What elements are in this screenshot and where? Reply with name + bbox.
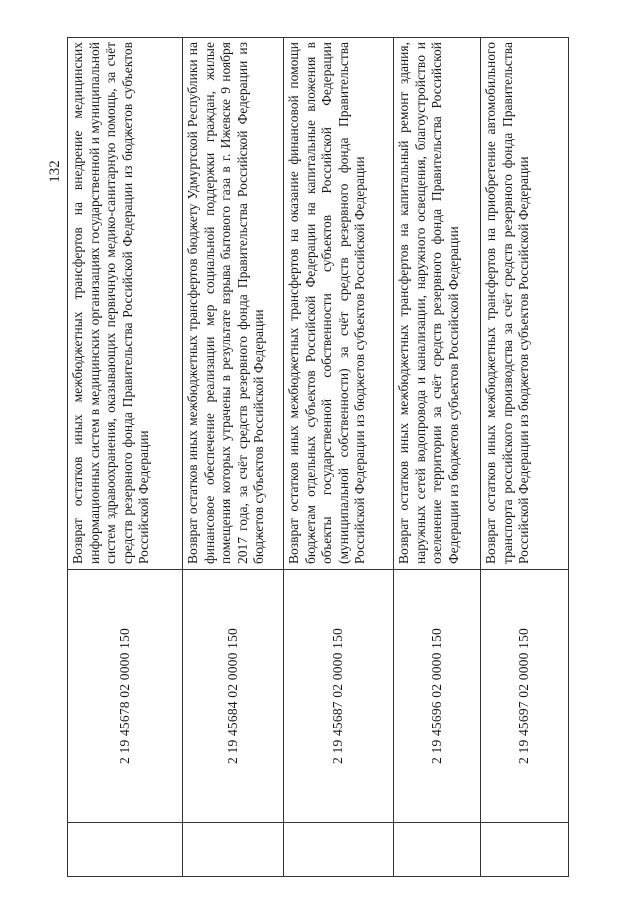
budget-code-cell: 2 19 45696 02 0000 150 xyxy=(394,570,481,823)
budget-description-cell: Возврат остатков иных межбюджетных трансфертов на приобретение автомобильного транспорта российского производства за счёт средств резервного фонда Правительства Российской Федерации из бюджетов субъектов Российской Федерации xyxy=(481,38,569,570)
table-row xyxy=(68,38,183,877)
empty-cell xyxy=(183,823,284,877)
budget-description-cell: Возврат остатков иных межбюджетных трансфертов на капитальный ремонт здания, наружных сетей водопровода и канализации, наружного освещения, благоустройство и озеленение территории за счёт средств резервного фонда Правительства Российской Федерации из бюджетов субъектов Российской Федерации xyxy=(394,38,481,570)
budget-code-cell: 2 19 45678 02 0000 150 xyxy=(68,570,183,823)
page-number: 132 xyxy=(46,160,63,183)
table-row xyxy=(481,38,569,877)
budget-code-cell: 2 19 45684 02 0000 150 xyxy=(183,570,284,823)
empty-cell xyxy=(284,823,394,877)
budget-code-cell: 2 19 45687 02 0000 150 xyxy=(284,570,394,823)
table-row xyxy=(394,38,481,877)
budget-description-cell: Возврат остатков иных межбюджетных трансфертов на внедрение медицинских информационных систем в медицинских организациях государственной и муниципальной систем здравоохранения, оказывающих первичную медико-санитарную помощь, за счёт средств резервного фонда Правительства Российской Федерации из бюджетов субъектов Российской Федерации xyxy=(68,38,183,570)
empty-cell xyxy=(481,823,569,877)
budget-codes-table xyxy=(67,37,569,877)
table-row xyxy=(183,38,284,877)
budget-description-cell: Возврат остатков иных межбюджетных трансфертов на оказание финансовой помощи бюджетам отдельных субъектов Российской Федерации на капитальные вложения в объекты государственной собственности субъектов Российской Федерации (муниципальной собственности) за счёт средств резервного фонда Правительства Российской Федерации из бюджетов субъектов Российской Федерации xyxy=(284,38,394,570)
rotated-table-sheet xyxy=(67,38,594,877)
empty-cell xyxy=(68,823,183,877)
table-row xyxy=(284,38,394,877)
budget-description-cell: Возврат остатков иных межбюджетных трансфертов бюджету Удмуртской Республики на финансовое обеспечение реализации мер социальной поддержки граждан, жилые помещения которых утрачены в результате взрыва бытового газа в г. Ижевске 9 ноября 2017 года, за счёт средств резервного фонда Правительства Российской Федерации из бюджетов субъектов Российской Федерации xyxy=(183,38,284,570)
empty-cell xyxy=(394,823,481,877)
budget-code-cell: 2 19 45697 02 0000 150 xyxy=(481,570,569,823)
